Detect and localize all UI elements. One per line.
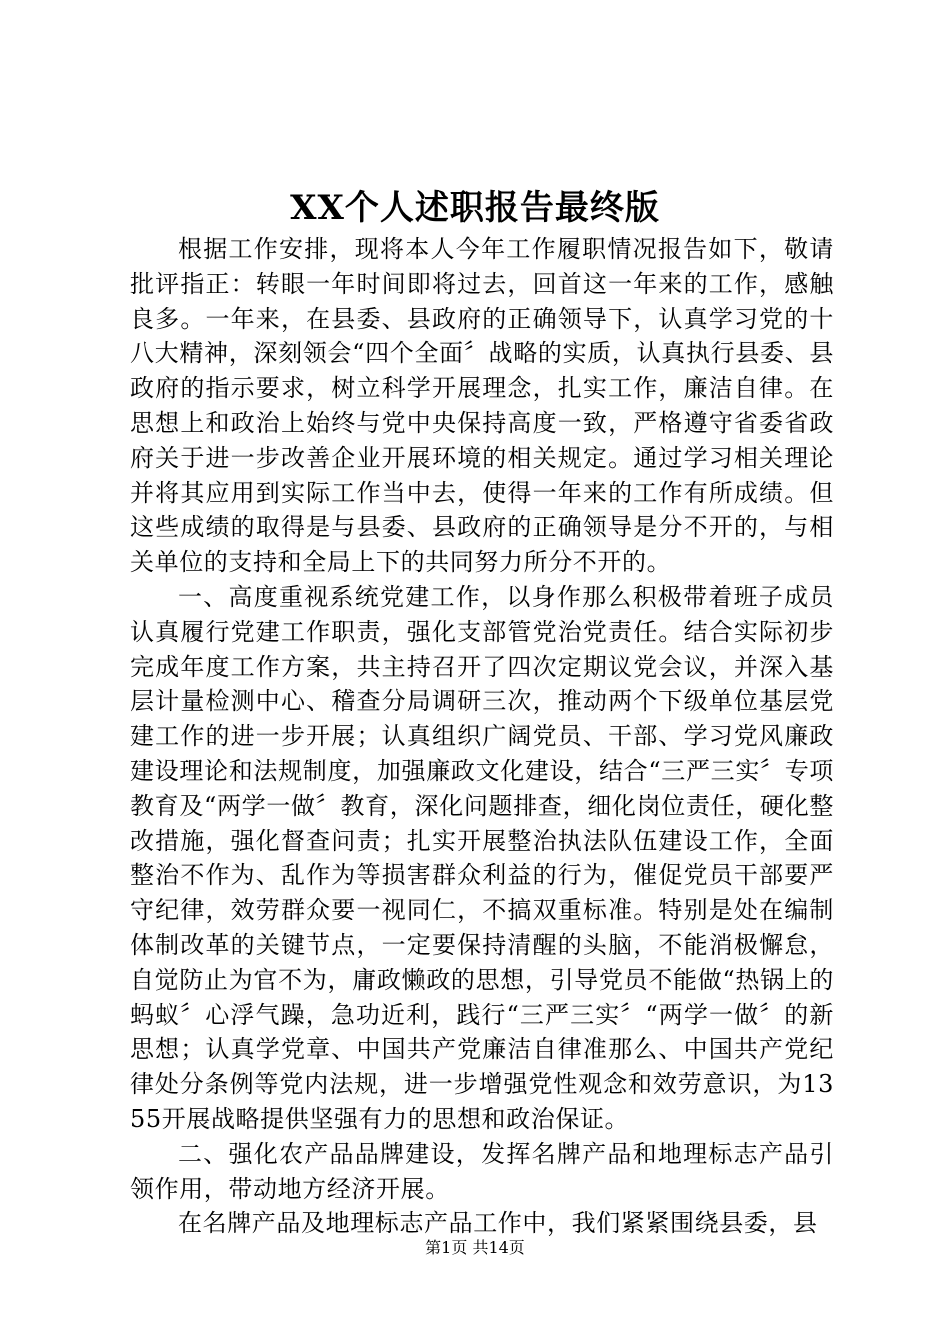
document-title: XX个人述职报告最终版: [290, 188, 660, 228]
paragraph-party-building: 一、高度重视系统党建工作，以身作那么积极带着班子成员认真履行党建工作职责，强化支部管党治党责任。结合实际初步完成年度工作方案，共主持召开了四次定期议党会议，并深入基层计量检测中心、稽查分局调研三次，推动两个下级单位基层党建工作的进一步开展；认真组织广阔党员、干部、学习党风廉政建设理论和法规制度，加强廉政文化建设，结合“三严三实〞专项教育及“两学一做〞教育，深化问题排查，细化岗位责任，硬化整改措施，强化督查问责；扎实开展整治执法队伍建设工作，全面整治不作为、乱作为等损害群众利益的行为，催促党员干部要严守纪律，效劳群众要一视同仁，不搞双重标准。特别是处在编制体制改革的关键节点，一定要保持清醒的头脑，不能消极懈怠，自觉防止为官不为，庸政懒政的思想，引导党员不能做“热锅上的蚂蚁〞心浮气躁，急功近利，践行“三严三实〞“两学一做〞的新思想；认真学党章、中国共产党廉洁自律准那么、中国共产党纪律处分条例等党内法规，进一步增强党性观念和效劳意识，为1355开展战略提供坚强有力的思想和政治保证。: [130, 582, 834, 1133]
paragraph-intro: 根据工作安排，现将本人今年工作履职情况报告如下，敬请批评指正：转眼一年时间即将过去，回首这一年来的工作，感触良多。一年来，在县委、县政府的正确领导下，认真学习党的十八大精神，深刻领会“四个全面〞战略的实质，认真执行县委、县政府的指示要求，树立科学开展理念，扎实工作，廉洁自律。在思想上和政治上始终与党中央保持高度一致，严格遵守省委省政府关于进一步改善企业开展环境的相关规定。通过学习相关理论并将其应用到实际工作当中去，使得一年来的工作有所成绩。但这些成绩的取得是与县委、县政府的正确领导是分不开的，与相关单位的支持和全局上下的共同努力所分不开的。: [130, 235, 834, 577]
paragraph-brand-work: 在名牌产品及地理标志产品工作中，我们紧紧围绕县委，县: [178, 1209, 818, 1238]
document-body: [130, 232, 834, 1241]
page-footer: 第1页 共14页: [425, 1238, 525, 1257]
paragraph-brand-heading: 二、强化农产品品牌建设，发挥名牌产品和地理标志产品引领作用，带动地方经济开展。: [130, 1139, 834, 1203]
